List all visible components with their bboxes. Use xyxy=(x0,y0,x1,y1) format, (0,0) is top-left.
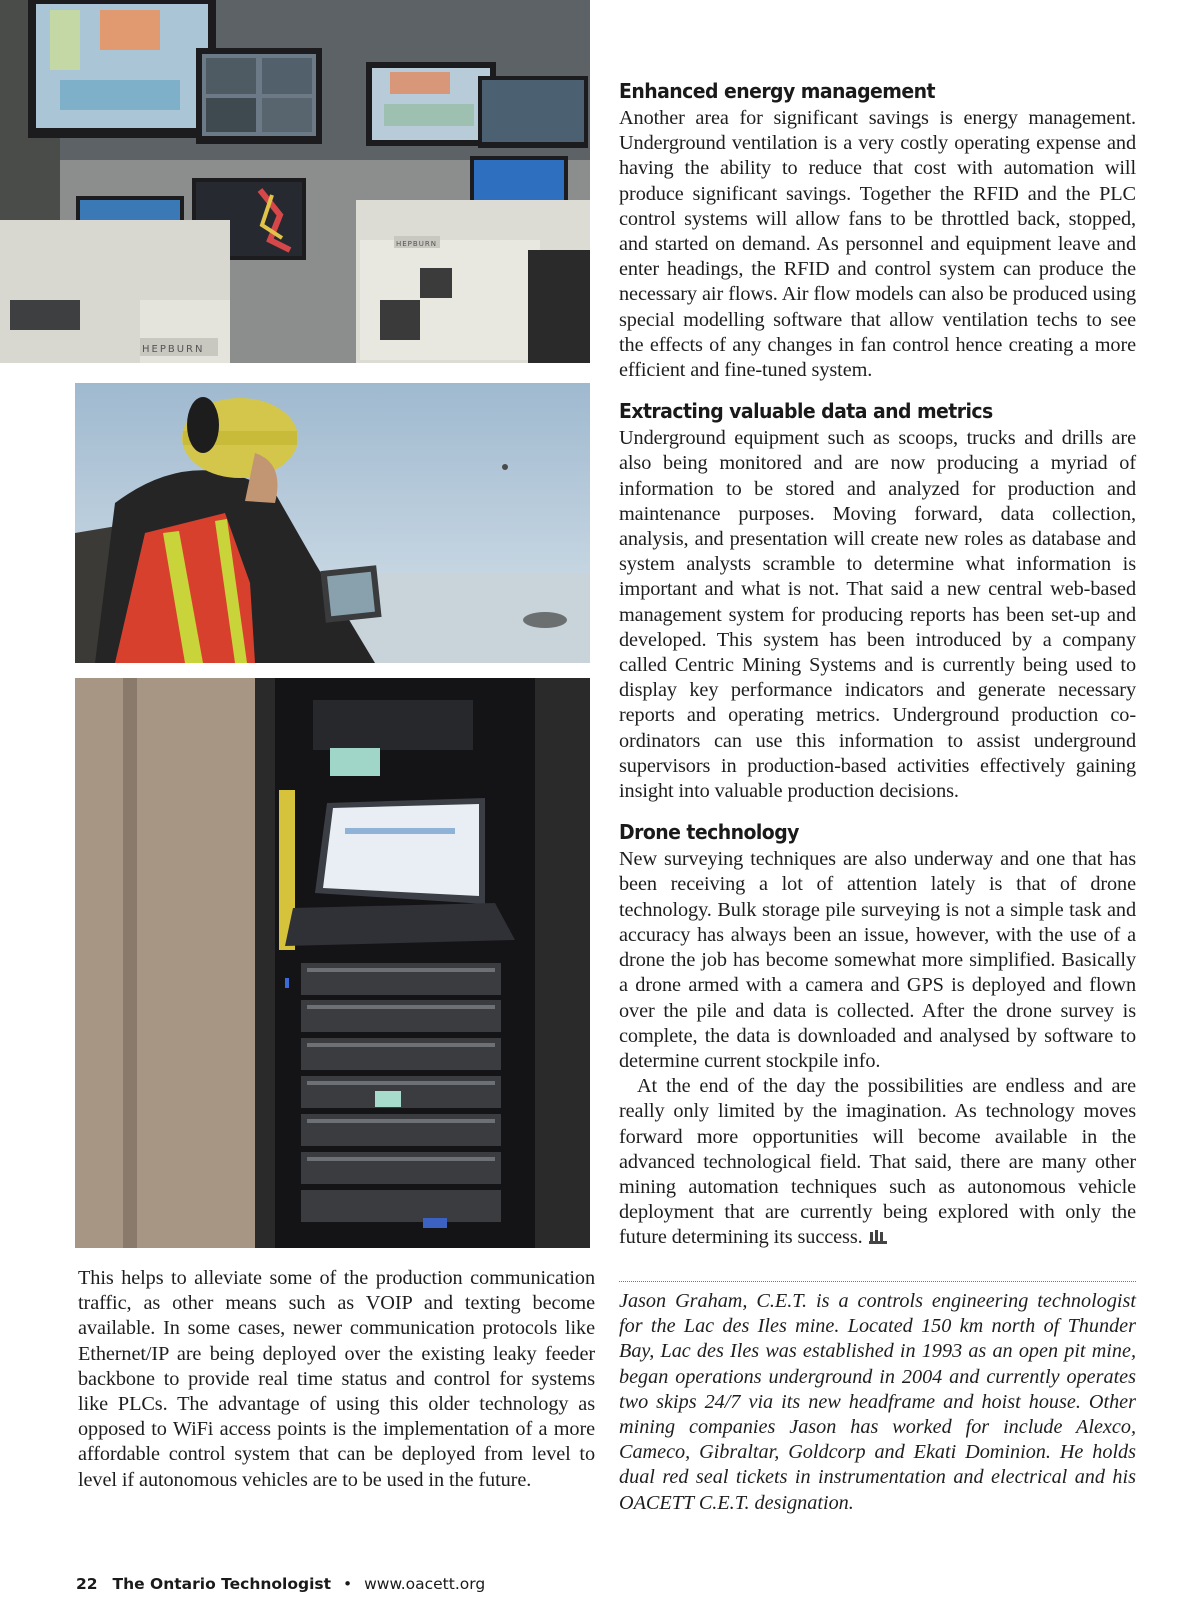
photo-server-rack xyxy=(75,678,590,1248)
footer-url[interactable]: www.oacett.org xyxy=(364,1575,486,1593)
publication-name: The Ontario Technologist xyxy=(112,1575,332,1593)
section-paragraph: Underground equipment such as scoops, trucks and drills are also being monitored and are now producing a myriad of information to be stored and analyzed for production and maintenance purposes. Moving forward, data collection, analysis, and presentation will create new roles as database and system analysts scramble to determine what information is important and what is not. That said a new central web-based management system for producing reports has been set-up and developed. This system has been introduced by a company called Centric Mining Systems and is currently being used to display key performance indicators and generate necessary reports and operating metrics. Underground production co-ordinators can use this information to assist underground supervisors in production-based activities effectively gaining insight into valuable production decisions. xyxy=(619,427,1136,803)
page-number: 22 xyxy=(76,1575,98,1593)
section-heading: Extracting valuable data and metrics xyxy=(619,399,993,424)
photo-drone-operator xyxy=(75,383,590,663)
section-heading: Drone technology xyxy=(619,820,799,845)
closing-paragraph xyxy=(619,1074,1136,1250)
section-energy-management xyxy=(619,76,1136,383)
hepburn-label-2: HEPBURN xyxy=(396,240,437,248)
section-data-metrics xyxy=(619,396,1136,804)
bio-divider xyxy=(619,1281,1136,1282)
left-column-text xyxy=(78,1266,595,1493)
right-column xyxy=(619,76,1136,1264)
hepburn-label: HEPBURN xyxy=(142,344,205,355)
oacett-logo-icon xyxy=(869,1230,887,1244)
closing-text: At the end of the day the possibilities are endless and are really only limited by the imagination. As technology moves forward more opportunities will become available in the advanced technological field. That said, there are many other mining automation techniques such as autonomous vehicle deployment that are currently being explored with only the future determining its success. xyxy=(619,1075,1136,1249)
left-paragraph: This helps to alleviate some of the production communication traffic, as other means such as VOIP and texting become available. In some cases, newer communication protocols like Ethernet/IP are being deployed over the existing leaky feeder backbone to provide real time status and control for systems like PLCs. The advantage of using this older technology as opposed to WiFi access points is the implementation of a more affordable control system that can be deployed from level to level if autonomous vehicles are to be used in the future. xyxy=(78,1267,595,1491)
photo-control-room xyxy=(0,0,590,363)
section-drone-technology xyxy=(619,817,1136,1250)
footer-separator: • xyxy=(343,1575,353,1593)
page-footer xyxy=(76,1575,485,1593)
section-paragraph: New surveying techniques are also underway and one that has been receiving a lot of attention lately is that of drone technology. Bulk storage pile surveying is not a simple task and accuracy has always been an issue, however, with the use of a drone the job has become somewhat more simplified. Basically a drone armed with a camera and GPS is deployed and flown over the pile and data is collected. After the drone survey is complete, the data is downloaded and analysed by software to determine current stockpile info. xyxy=(619,848,1136,1072)
section-paragraph: Another area for significant savings is energy management. Underground ventilation is a very costly operating expense and having the ability to reduce that cost with automation will produce significant savings. Together the RFID and the PLC control systems will allow fans to be throttled back, stopped, and started on demand. As personnel and equipment leave and enter headings, the RFID and control system can produce the necessary air flows. Air flow models can also be produced using special modelling software that allow ventilation techs to see the effects of any changes in fan control hence creating a more efficient and fine-tuned system. xyxy=(619,107,1136,382)
section-heading: Enhanced energy management xyxy=(619,79,935,103)
author-bio: Jason Graham, C.E.T. is a controls engineering technologist for the Lac des Iles mine. Located 150 km north of Thunder Bay, Lac des Iles was established in 1993 as an open pit mine, began operations underground in 2004 and currently operates two skips 24/7 via its new headframe and hoist house. Other mining companies Jason has worked for include Alexco, Cameco, Gibraltar, Goldcorp and Ekati Dominion. He holds dual red seal tickets in instrumentation and electrical and his OACETT C.E.T. designation. xyxy=(619,1290,1136,1514)
